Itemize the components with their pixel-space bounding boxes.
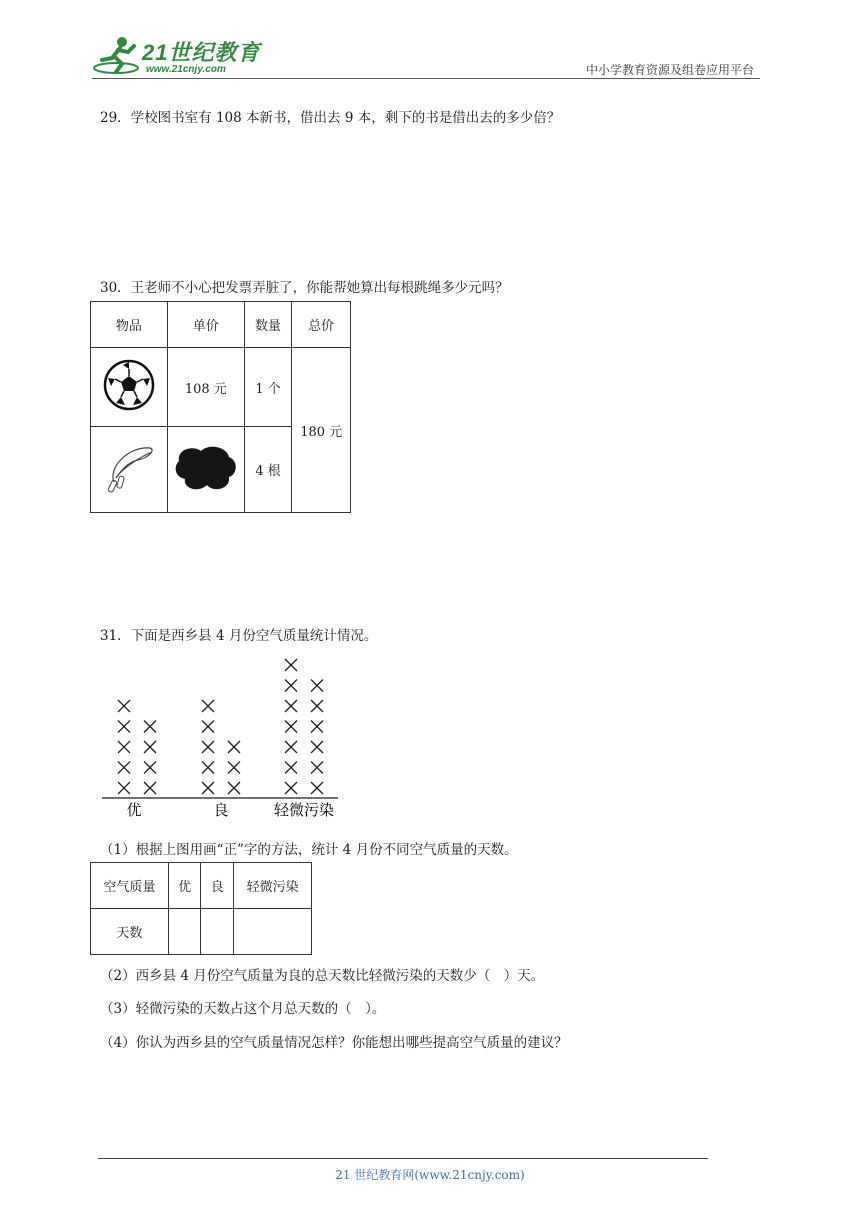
table-header-good: 良 [201,863,234,909]
cross-mark-excellent [118,762,130,774]
football-cell [91,348,168,427]
cross-mark-light-pollution [311,741,323,753]
cross-mark-good [202,762,214,774]
table-header-light-pollution: 轻微污染 [234,863,312,909]
sub-question-4: （4）你认为西乡县的空气质量情况怎样？你能想出哪些提高空气质量的建议？ [100,1035,568,1051]
cross-mark-excellent [144,721,156,733]
header-unit-price: 单价 [167,302,244,348]
table-header-quality: 空气质量 [91,863,169,909]
cross-mark-good [228,782,240,794]
sub-question-3: （3）轻微污染的天数占这个月总天数的（ ）。 [100,1001,386,1017]
cross-mark-good [202,782,214,794]
header-total: 总价 [292,302,351,348]
sub-question-1: （1）根据上图用画“正”字的方法，统计 4 月份不同空气质量的天数。 [100,842,518,858]
cross-mark-light-pollution [285,782,297,794]
total-price: 180 元 [292,348,351,513]
platform-name: 中小学教育资源及组卷应用平台 [585,63,754,77]
footer-text: 21 世纪教育网(www.21cnjy.com) [335,1168,525,1182]
cross-mark-good [202,721,214,733]
air-quality-cross-chart [96,648,346,820]
football-price: 108 元 [167,348,244,427]
cross-mark-light-pollution [285,762,297,774]
ink-stain-cell [167,427,244,513]
cross-mark-light-pollution [285,721,297,733]
cross-mark-light-pollution [311,762,323,774]
cross-mark-good [228,741,240,753]
cross-mark-light-pollution [285,700,297,712]
logo-url: www.21cnjy.com [146,64,226,75]
cross-mark-excellent [118,741,130,753]
cross-mark-excellent [118,700,130,712]
jump-rope-quantity: 4 根 [244,427,292,513]
footer-divider [98,1158,708,1159]
cross-mark-light-pollution [311,700,323,712]
days-excellent-answer[interactable] [168,909,201,955]
football-icon [103,359,155,411]
header-item: 物品 [91,302,168,348]
table-header-excellent: 优 [168,863,201,909]
days-count-table [90,862,312,955]
cross-mark-excellent [118,782,130,794]
sub-question-2: （2）西乡县 4 月份空气质量为良的总天数比轻微污染的天数少（ ）天。 [100,968,545,984]
cross-mark-light-pollution [285,741,297,753]
football-quantity: 1 个 [244,348,292,427]
cross-mark-light-pollution [285,680,297,692]
jump-rope-cell [91,427,168,513]
header-divider [92,78,760,79]
question-31: 31．下面是西乡县 4 月份空气质量统计情况。 [100,628,378,644]
question-30: 30．王老师不小心把发票弄脏了，你能帮她算出每根跳绳多少元吗？ [100,280,509,296]
jump-rope-icon [98,438,160,498]
ink-stain-icon [171,441,241,495]
category-label-light-pollution: 轻微污染 [273,801,335,819]
cross-mark-light-pollution [311,680,323,692]
logo-title: 21世纪教育 [142,40,261,65]
cross-mark-good [202,741,214,753]
cross-mark-excellent [144,762,156,774]
cross-mark-excellent [144,782,156,794]
category-label-excellent: 优 [126,801,142,819]
cross-mark-light-pollution [311,782,323,794]
site-logo [92,34,262,78]
question-29: 29．学校图书室有 108 本新书，借出去 9 本，剩下的书是借出去的多少倍？ [100,110,561,126]
runner-logo-icon [92,34,142,78]
cross-mark-good [228,762,240,774]
cross-mark-light-pollution [285,659,297,671]
days-good-answer[interactable] [201,909,234,955]
days-light-pollution-answer[interactable] [234,909,312,955]
table-row-label-days: 天数 [91,909,169,955]
cross-mark-excellent [118,721,130,733]
cross-mark-light-pollution [311,721,323,733]
header-quantity: 数量 [244,302,292,348]
category-label-good: 良 [213,801,229,819]
cross-mark-excellent [144,741,156,753]
cross-mark-good [202,700,214,712]
invoice-table [90,301,351,513]
